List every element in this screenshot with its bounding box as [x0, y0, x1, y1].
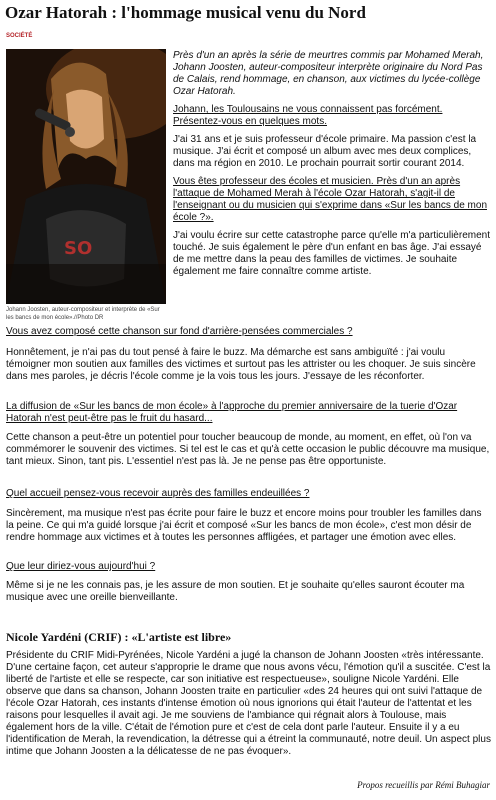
question-2: Vous êtes professeur des écoles et musicien. Près d'un an après l'attaque de Mohamed Merah à l'école Ozar Hatorah, s'agit-il de l'enseignant ou du musicien qui s'exprime dans «Sur les bancs de mon école ?». [173, 176, 487, 223]
answer-5: Sincèrement, ma musique n'est pas écrite pour faire le buzz et encore moins pour troubler les familles dans la peine. Ce qui m'a guidé lorsque j'ai écrit et composé «Sur les bancs de mon école», c'est mon désir de rendre hommage aux victimes et à toutes les personnes affligées, et partager une émotion avec elles. [6, 508, 482, 543]
answer-2: J'ai voulu écrire sur cette catastrophe parce qu'elle m'a particulièrement touché. Je suis également le père d'un enfant en bas âge. J'ai essayé de me mettre dans la peau des familles de victimes. Je souhaite également me faire connaître comme artiste. [173, 230, 490, 277]
article-headline: Ozar Hatorah : l'hommage musical venu du Nord [5, 3, 366, 22]
sidebar-title: Nicole Yardéni (CRIF) : «L'artiste est libre» [6, 630, 232, 644]
question-4: La diffusion de «Sur les bancs de mon école» à l'approche du premier anniversaire de la tuerie d'Ozar Hatorah n'est peut-être pas le fruit du hasard... [6, 401, 458, 424]
answer-4: Cette chanson a peut-être un potentiel pour toucher beaucoup de monde, au moment, en effet, où l'on va commémorer le souvenir des victimes. Si tel est le cas et qu'à cette occasion le public découvre ma musique, tant mieux. Sinon, tant pis. L'essentiel n'est pas là. Je ne pense pas être opportuniste. [6, 432, 490, 467]
svg-text:SO: SO [64, 238, 93, 259]
sidebar-body: Présidente du CRIF Midi-Pyrénées, Nicole Yardéni a jugé la chanson de Johann Joosten «très intéressante. D'une certaine façon, cet auteur s'approprie le drame que nous avons vécu, l'émotion qu'il a suscitée. C'est la liberté de l'artiste et elle se respecte, car son initiative est respectueuse», souligne Nicole Yardéni. Elle observe que dans sa chanson, Johann Joosten traite en particulier «des 24 heures qui ont suivi l'attaque de l'école Ozar Hatorah, ces instants d'intense émotion où nous ignorions qui était l'auteur de l'attentat et les raisons pour lesquelles il avait agi. Je me souviens de l'ambiance qui régnait alors à Toulouse, mais également hors de la ville. C'était de l'émotion pure et c'est de cela dont parle l'auteur. Ensuite il y a eu l'identification de Merah, la revendication, la détresse qui a étreint la communauté, notre deuil. Un aspect plus intime que Johann Joosten a la délicatesse de ne pas évoquer». [6, 650, 491, 757]
question-6: Que leur diriez-vous aujourd'hui ? [6, 561, 156, 572]
question-5: Quel accueil pensez-vous recevoir auprès des familles endeuillées ? [6, 488, 310, 499]
intro-column [173, 50, 491, 278]
question-1: Johann, les Toulousains ne vous connaissent pas forcément. Présentez-vous en quelques mots. [173, 104, 443, 127]
answer-1: J'ai 31 ans et je suis professeur d'école primaire. Ma passion c'est la musique. J'ai écrit et composé un album avec mes deux complices, dans ma région en 2010. Le prochain pourrait sortir courant 2014. [173, 134, 477, 169]
answer-3: Honnêtement, je n'ai pas du tout pensé à faire le buzz. Ma démarche est sans ambiguïté : j'ai voulu témoigner mon soutien aux familles des victimes et surtout pas les attrister ou les choquer. Je suis sincère dans mes paroles, je décris l'école comme je la vois tous les jours. J'essaye de les réconforter. [6, 347, 476, 382]
article-intro: Près d'un an après la série de meurtres commis par Mohamed Merah, Johann Joosten, auteur-compositeur interprète originaire du Nord Pas de Calais, rend hommage, en chanson, aux victimes du lycée-collège Ozar Hatorah. [173, 50, 484, 97]
author-signature: Propos recueillis par Rémi Buhagiar [357, 780, 490, 790]
section-label: SOCIÉTÉ [6, 33, 33, 39]
article-photo [6, 49, 166, 304]
photo-caption: Johann Joosten, auteur-compositeur et interprète de «Sur les bancs de mon école».//Photo DR [6, 307, 160, 321]
question-3: Vous avez composé cette chanson sur fond d'arrière-pensées commerciales ? [6, 326, 353, 337]
musician-photo-illustration [6, 49, 166, 304]
answer-6: Même si je ne les connais pas, je les assure de mon soutien. Et je souhaite qu'elles sauront écouter ma musique avec une oreille bienveillante. [6, 580, 465, 603]
